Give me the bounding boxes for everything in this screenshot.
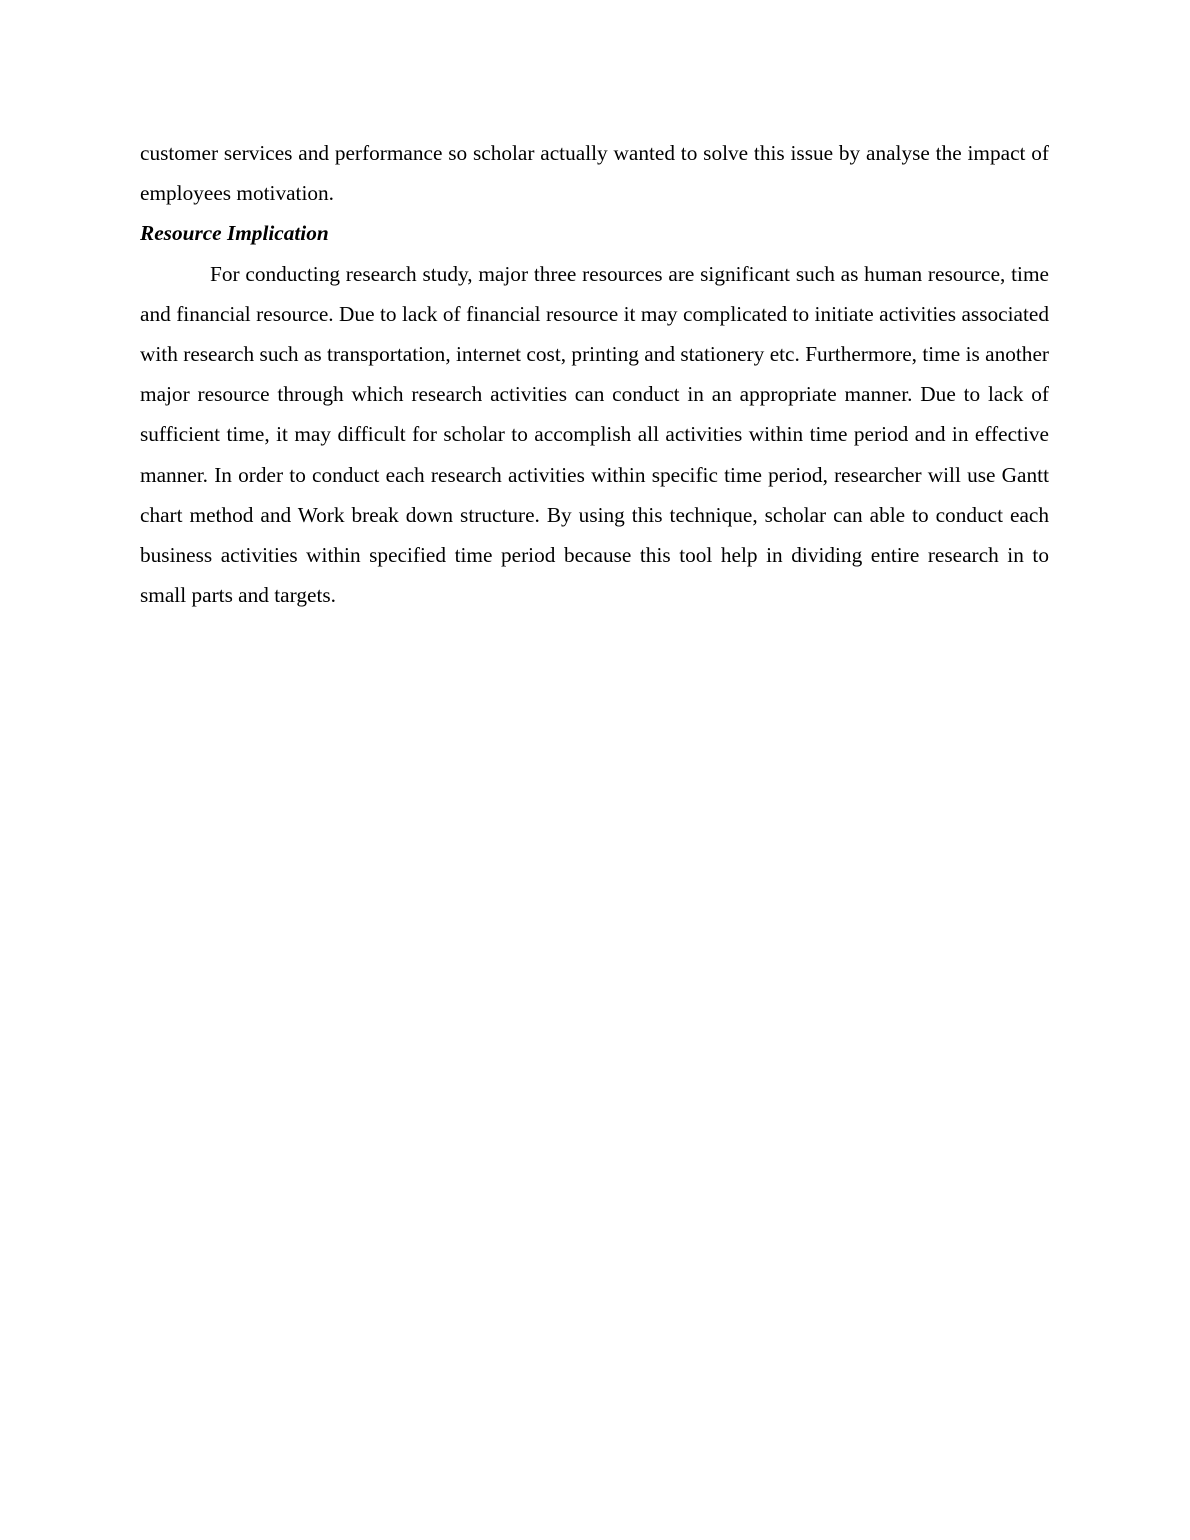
document-body [140, 133, 1049, 615]
continuation-paragraph: customer services and performance so scholar actually wanted to solve this issue by analyse the impact of employees motivation. [140, 141, 1049, 206]
section-heading-resource-implication: Resource Implication [140, 221, 329, 246]
resource-implication-paragraph: For conducting research study, major three resources are significant such as human resource, time and financial resource. Due to lack of financial resource it may complicated to initiate activities associated with research such as transportation, internet cost, printing and stationery etc. Furthermore, time is another major resource through which research activities can conduct in an appropriate manner. Due to lack of sufficient time, it may difficult for scholar to accomplish all activities within time period and in effective manner. In order to conduct each research activities within specific time period, researcher will use Gantt chart method and Work break down structure. By using this technique, scholar can able to conduct each business activities within specified time period because this tool help in dividing entire research in to small parts and targets. [140, 261, 1049, 608]
